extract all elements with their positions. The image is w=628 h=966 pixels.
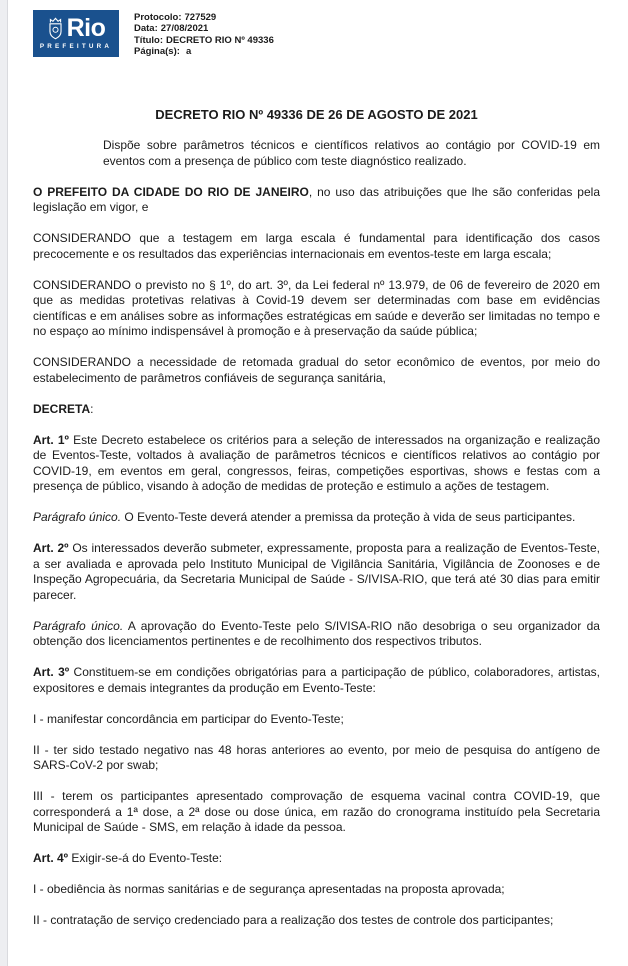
paragraph-lead: Art. 3º	[33, 665, 70, 680]
paragraph: O PREFEITO DA CIDADE DO RIO DE JANEIRO, no uso das atribuições que lhe são conferidas pela legislação em vigor, e	[33, 184, 600, 215]
paragraph-lead: Art. 4º	[33, 851, 69, 866]
paragraph: CONSIDERANDO o previsto no § 1º, do art. 3º, da Lei federal nº 13.979, de 06 de fevereiro de 2020 em que as medidas protetivas relativas à Covid-19 devem ser determinadas com base em evidências científicas e em análises sobre as informações estratégicas em saúde e deverão ser limitadas no tempo e no espaço ao mínimo indispensável à promoção e à preservação da saúde pública;	[33, 277, 600, 339]
logo-brand-text: Rio	[66, 14, 106, 42]
meta-protocolo	[134, 12, 274, 23]
meta-protocolo-label: Protocolo:	[134, 12, 182, 23]
paragraph-lead: Parágrafo único.	[33, 618, 124, 633]
paragraph: CONSIDERANDO que a testagem em larga escala é fundamental para identificação dos casos precocemente e os resultados das experiências internacionais em eventos-teste em larga escala;	[33, 231, 600, 261]
paragraph: Art. 1º Este Decreto estabelece os critérios para a seleção de interessados na organização e realização de Eventos-Teste, voltados à avaliação de parâmetros técnicos e científicos relativos ao contágio por COVID-19, em eventos em geral, congressos, feiras, competições esportivas, shows e festas com a presença de público, visando à adoção de medidas de proteção e estimulo a ações de testagem.	[33, 432, 600, 494]
paragraph: I - obediência às normas sanitárias e de segurança apresentadas na proposta aprovada;	[33, 882, 505, 897]
meta-data-label: Data:	[134, 23, 158, 35]
paragraph: I - manifestar concordância em participar do Evento-Teste;	[33, 711, 344, 726]
paragraph: III - terem os participantes apresentado comprovação de esquema vacinal contra COVID-19, que corresponderá a 1ª dose, a 2ª dose ou dose única, em razão do cronograma instituído pela Secretaria Municipal de Saúde - SMS, em relação à idade da pessoa.	[33, 789, 600, 835]
paragraph: II - contratação de serviço credenciado para a realização dos testes de controle dos participantes;	[33, 913, 554, 928]
paragraph: Art. 3º Constituem-se em condições obrigatórias para a participação de público, colaboradores, artistas, expositores e demais integrantes da produção em Evento-Teste:	[33, 665, 600, 695]
paragraph-lead: Art. 1º	[33, 432, 69, 447]
meta-data-value: 27/08/2021	[160, 23, 209, 35]
paragraph-lead: O PREFEITO DA CIDADE DO RIO DE JANEIRO	[33, 184, 309, 199]
logo-subtitle-text: PREFEITURA	[39, 43, 113, 50]
rio-prefeitura-logo	[33, 10, 119, 57]
paragraph: Parágrafo único. A aprovação do Evento-Teste pelo S/IVISA-RIO não desobriga o seu organizador da obtenção dos licenciamentos pertinentes e de recolhimento dos respectivos tributos.	[33, 618, 600, 649]
meta-paginas	[134, 46, 274, 57]
meta-titulo	[134, 35, 274, 46]
document-header	[33, 10, 600, 57]
paragraph: CONSIDERANDO a necessidade de retomada gradual do setor econômico de eventos, por meio do estabelecimento de parâmetros confiáveis de segurança sanitária,	[33, 355, 600, 385]
paragraph: Art. 4º Exigir-se-á do Evento-Teste:	[33, 851, 223, 866]
paragraph: Art. 2º Os interessados deverão submeter, expressamente, proposta para a realização de Eventos-Teste, a ser avaliada e aprovada pelo Instituto Municipal de Vigilância Sanitária, Vigilância de Zoonoses e de Inspeção Agropecuária, da Secretaria Municipal de Saúde - S/IVISA-RIO, que terá até 30 dias para emitir parecer.	[33, 541, 600, 602]
rio-coat-of-arms-icon	[47, 17, 64, 40]
meta-titulo-label: Título:	[134, 34, 164, 46]
paragraph-lead: DECRETA	[33, 401, 91, 416]
protocol-metadata	[134, 10, 274, 57]
paragraph-lead: Art. 2º	[33, 541, 69, 556]
scan-page-edge	[0, 0, 8, 966]
paragraph: DECRETA:	[33, 401, 94, 416]
paragraph-lead: Parágrafo único.	[33, 510, 122, 525]
meta-paginas-value: a	[185, 45, 192, 57]
meta-paginas-label: Página(s):	[134, 45, 180, 57]
document-body	[33, 138, 600, 929]
logo-top-row	[47, 16, 106, 41]
decree-title: DECRETO RIO Nº 49336 DE 26 DE AGOSTO DE 2021	[155, 107, 478, 123]
paragraph: Parágrafo único. O Evento-Teste deverá atender a premissa da proteção à vida de seus participantes.	[33, 510, 576, 525]
paragraph: II - ter sido testado negativo nas 48 horas anteriores ao evento, por meio de pesquisa do antígeno de SARS-CoV-2 por swab;	[33, 742, 600, 773]
meta-data	[134, 23, 274, 34]
meta-titulo-value: DECRETO RIO Nº 49336	[166, 34, 274, 46]
meta-protocolo-value: 727529	[184, 12, 217, 23]
paragraph: Dispõe sobre parâmetros técnicos e científicos relativos ao contágio por COVID-19 em eventos com a presença de público com teste diagnóstico realizado.	[103, 138, 600, 168]
